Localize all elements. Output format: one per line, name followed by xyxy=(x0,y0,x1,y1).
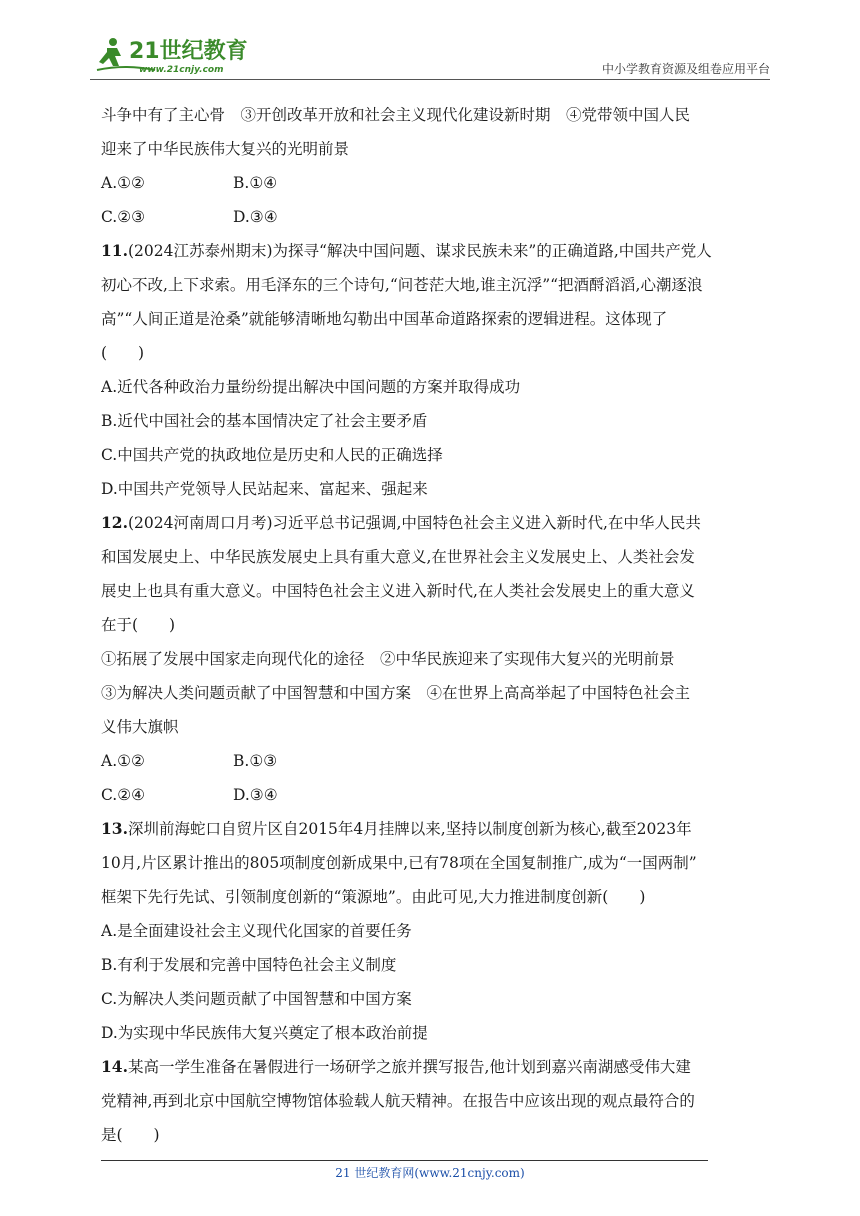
site-logo xyxy=(95,34,265,78)
text-line: 迎来了中华民族伟大复兴的光明前景 xyxy=(101,140,350,158)
text-line: ③为解决人类问题贡献了中国智慧和中国方案 ④在世界上高高举起了中国特色社会主 xyxy=(101,684,691,702)
option-d: D.③④ xyxy=(233,786,278,804)
option-c: C.②③ xyxy=(101,208,146,226)
option-b: B.有利于发展和完善中国特色社会主义制度 xyxy=(101,956,397,974)
question-number: 11. xyxy=(101,241,128,260)
option-d: D.中国共产党领导人民站起来、富起来、强起来 xyxy=(101,480,428,498)
option-b: B.近代中国社会的基本国情决定了社会主要矛盾 xyxy=(101,412,428,430)
option-a: A.①② xyxy=(101,752,145,770)
page-header xyxy=(90,30,770,80)
option-row xyxy=(101,200,763,234)
text-line: 斗争中有了主心骨 ③开创改革开放和社会主义现代化建设新时期 ④党带领中国人民 xyxy=(101,106,691,124)
question-number: 13. xyxy=(101,819,128,838)
footer-divider xyxy=(101,1160,708,1161)
question-text: (2024江苏泰州期末)为探寻“解决中国问题、谋求民族未来”的正确道路,中国共产党人 xyxy=(127,242,712,260)
option-a: A.是全面建设社会主义现代化国家的首要任务 xyxy=(101,922,412,940)
question-text: 某高一学生准备在暑假进行一场研学之旅并撰写报告,他计划到嘉兴南湖感受伟大建 xyxy=(127,1058,691,1076)
text-line: ①拓展了发展中国家走向现代化的途径 ②中华民族迎来了实现伟大复兴的光明前景 xyxy=(101,650,675,668)
text-line: 和国发展史上、中华民族发展史上具有重大意义,在世界社会主义发展史上、人类社会发 xyxy=(101,548,695,566)
option-a: A.近代各种政治力量纷纷提出解决中国问题的方案并取得成功 xyxy=(101,378,521,396)
footer-text: 21 世纪教育网(www.21cnjy.com) xyxy=(335,1166,525,1180)
question-text: 深圳前海蛇口自贸片区自2015年4月挂牌以来,坚持以制度创新为核心,截至2023年 xyxy=(127,820,692,838)
option-c: C.为解决人类问题贡献了中国智慧和中国方案 xyxy=(101,990,412,1008)
question-11-line xyxy=(101,234,763,268)
text-line: ( ) xyxy=(101,344,145,362)
question-text: (2024河南周口月考)习近平总书记强调,中国特色社会主义进入新时代,在中华人民共 xyxy=(127,514,701,532)
question-content xyxy=(101,98,763,1152)
text-line: 是( ) xyxy=(101,1126,160,1144)
question-number: 14. xyxy=(101,1057,128,1076)
text-line: 初心不改,上下求索。用毛泽东的三个诗句,“问苍茫大地,谁主沉浮”“把酒酹滔滔,心潮逐浪 xyxy=(101,276,703,294)
text-line: 框架下先行先试、引领制度创新的“策源地”。由此可见,大力推进制度创新( ) xyxy=(101,888,646,906)
text-line: 在于( ) xyxy=(101,616,176,634)
option-row xyxy=(101,744,763,778)
option-d: D.③④ xyxy=(233,208,278,226)
option-b: B.①④ xyxy=(233,174,278,192)
question-14-line xyxy=(101,1050,763,1084)
text-line: 义伟大旗帜 xyxy=(101,718,179,736)
option-c: C.②④ xyxy=(101,786,146,804)
option-c: C.中国共产党的执政地位是历史和人民的正确选择 xyxy=(101,446,443,464)
question-13-line xyxy=(101,812,763,846)
option-row xyxy=(101,778,763,812)
question-12-line xyxy=(101,506,763,540)
header-divider xyxy=(90,79,770,80)
text-line: 10月,片区累计推出的805项制度创新成果中,已有78项在全国复制推广,成为“一国两制” xyxy=(101,854,697,872)
option-a: A.①② xyxy=(101,174,145,192)
option-b: B.①③ xyxy=(233,752,278,770)
text-line: 高”“人间正道是沧桑”就能够清晰地勾勒出中国革命道路探索的逻辑进程。这体现了 xyxy=(101,310,668,328)
svg-text:www.21cnjy.com: www.21cnjy.com xyxy=(139,65,224,75)
option-row xyxy=(101,166,763,200)
text-line: 党精神,再到北京中国航空博物馆体验载人航天精神。在报告中应该出现的观点最符合的 xyxy=(101,1092,695,1110)
question-number: 12. xyxy=(101,513,128,532)
option-d: D.为实现中华民族伟大复兴奠定了根本政治前提 xyxy=(101,1024,428,1042)
platform-name: 中小学教育资源及组卷应用平台 xyxy=(601,62,770,76)
svg-text:21世纪教育: 21世纪教育 xyxy=(129,39,248,64)
text-line: 展史上也具有重大意义。中国特色社会主义进入新时代,在人类社会发展史上的重大意义 xyxy=(101,582,695,600)
